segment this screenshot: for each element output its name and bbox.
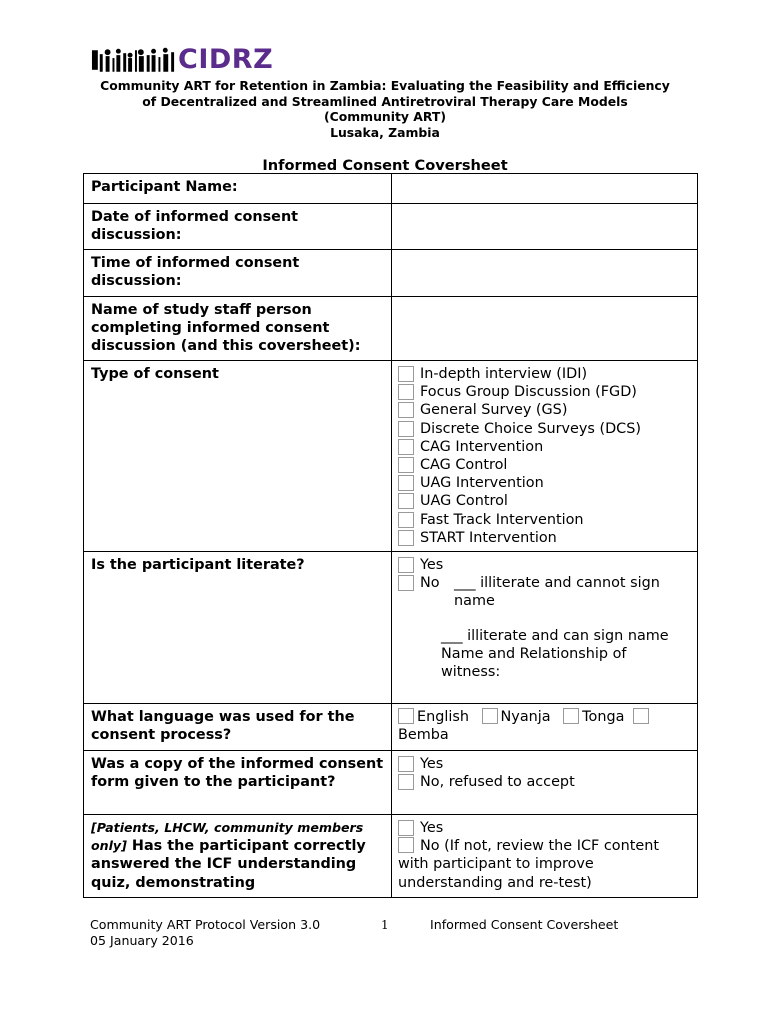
option-copy-yes[interactable]: Yes (398, 755, 690, 773)
checkbox-icon[interactable] (398, 421, 414, 437)
option-fast-track[interactable]: Fast Track Intervention (398, 511, 690, 529)
copy-label: Was a copy of the informed consent form given to the participant? (84, 751, 392, 815)
option-dcs[interactable]: Discrete Choice Surveys (DCS) (398, 420, 690, 438)
language-english[interactable]: English (417, 709, 469, 725)
language-tonga[interactable]: Tonga (582, 709, 625, 725)
time-label: Time of informed consent discussion: (84, 250, 392, 297)
checkbox-icon[interactable] (398, 384, 414, 400)
logo-text: CIDRZ (178, 44, 274, 75)
option-start[interactable]: START Intervention (398, 529, 690, 547)
can-sign-text: ___ illiterate and can sign name (441, 627, 669, 644)
option-fgd[interactable]: Focus Group Discussion (FGD) (398, 383, 690, 401)
consent-form-table (83, 173, 698, 898)
consent-type-label: Type of consent (84, 361, 392, 552)
quiz-label: Has the participant correctly answered the ICF understanding quiz, demonstrating (91, 838, 366, 891)
checkbox-icon[interactable] (398, 457, 414, 473)
option-gs[interactable]: General Survey (GS) (398, 401, 690, 419)
participant-name-label: Participant Name: (84, 174, 392, 204)
checkbox-icon[interactable] (398, 774, 414, 790)
option-copy-no[interactable]: No, refused to accept (398, 773, 690, 791)
quiz-options (392, 815, 698, 898)
date-label: Date of informed consent discussion: (84, 204, 392, 250)
checkbox-icon[interactable] (398, 439, 414, 455)
quiz-label-cell (84, 815, 392, 898)
language-label: What language was used for the consent process? (84, 704, 392, 751)
checkbox-icon[interactable] (398, 575, 414, 591)
checkbox-icon[interactable] (398, 530, 414, 546)
checkbox-icon[interactable] (398, 366, 414, 382)
copy-options (392, 751, 698, 815)
option-uag-intervention[interactable]: UAG Intervention (398, 474, 690, 492)
document-header (80, 78, 690, 140)
language-nyanja[interactable]: Nyanja (500, 709, 551, 725)
checkbox-icon[interactable] (398, 837, 414, 853)
people-silhouette-icon (90, 46, 178, 76)
header-line-4: Lusaka, Zambia (330, 124, 440, 140)
footer-doc-name: Informed Consent Coversheet (430, 917, 619, 932)
consent-type-options (392, 361, 698, 552)
time-field[interactable] (392, 250, 698, 297)
date-field[interactable] (392, 204, 698, 250)
staff-label: Name of study staff person completing informed consent discussion (and this coversheet): (84, 297, 392, 361)
header-line-1: Community ART for Retention in Zambia: Evaluating the Feasibility and Efficiency (100, 78, 670, 93)
header-line-2: of Decentralized and Streamlined Antiretroviral Therapy Care Models (142, 93, 628, 109)
checkbox-icon[interactable] (633, 708, 649, 724)
language-bemba[interactable]: Bemba (398, 727, 449, 744)
option-cag-intervention[interactable]: CAG Intervention (398, 438, 690, 456)
cannot-sign-text: ___ illiterate and cannot sign name (454, 575, 660, 610)
footer-left (90, 917, 320, 949)
option-idi[interactable]: In-depth interview (IDI) (398, 365, 690, 383)
page-number: 1 (381, 918, 389, 932)
checkbox-icon[interactable] (398, 708, 414, 724)
checkbox-icon[interactable] (563, 708, 579, 724)
staff-field[interactable] (392, 297, 698, 361)
literate-options (392, 552, 698, 704)
page-title: Informed Consent Coversheet (262, 157, 508, 174)
header-line-3: (Community ART) (324, 109, 446, 125)
quiz-prefix: [Patients, LHCW, community members only] (91, 820, 364, 854)
language-options (392, 704, 698, 751)
option-quiz-no[interactable]: No (If not, review the ICF content with participant to improve understanding and re-test) (398, 838, 659, 891)
option-quiz-yes[interactable]: Yes (398, 819, 690, 837)
option-cag-control[interactable]: CAG Control (398, 456, 690, 474)
checkbox-icon[interactable] (398, 493, 414, 509)
footer-protocol: Community ART Protocol Version 3.0 (90, 917, 321, 932)
checkbox-icon[interactable] (398, 512, 414, 528)
checkbox-icon[interactable] (398, 402, 414, 418)
checkbox-icon[interactable] (398, 557, 414, 573)
option-uag-control[interactable]: UAG Control (398, 492, 690, 510)
checkbox-icon[interactable] (398, 820, 414, 836)
option-literate-no[interactable]: No ___ illiterate and cannot sign name (398, 574, 690, 610)
checkbox-icon[interactable] (398, 756, 414, 772)
participant-name-field[interactable] (392, 174, 698, 204)
witness-text: Name and Relationship of witness: (441, 645, 627, 680)
checkbox-icon[interactable] (398, 475, 414, 491)
option-literate-yes[interactable]: Yes (398, 556, 690, 574)
literate-label: Is the participant literate? (84, 552, 392, 704)
footer-date: 05 January 2016 (90, 933, 194, 948)
checkbox-icon[interactable] (482, 708, 498, 724)
